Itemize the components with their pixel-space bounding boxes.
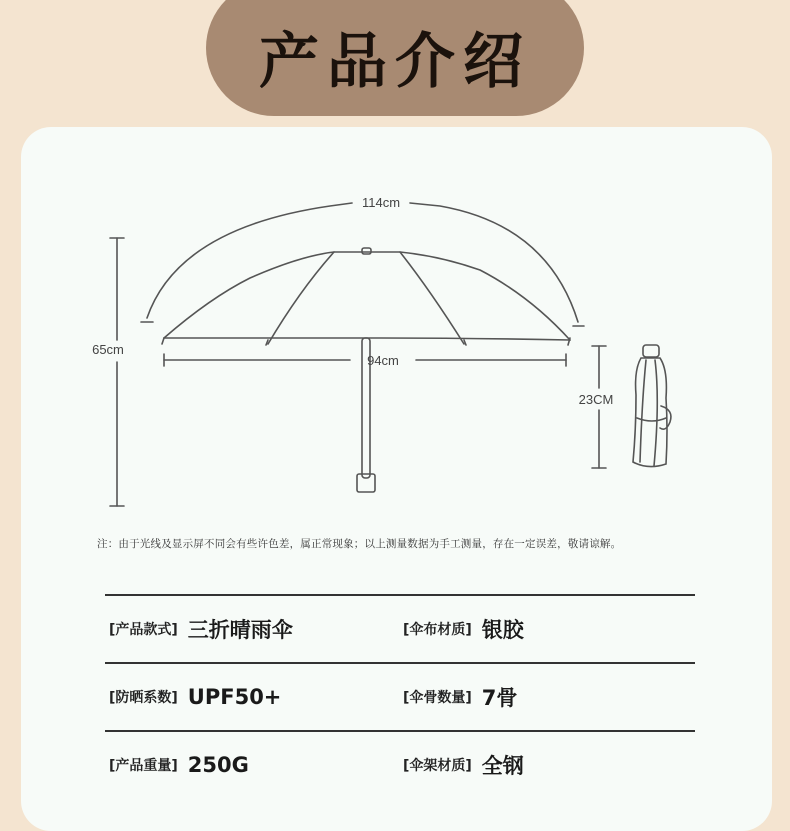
spec-label: [产品重量] bbox=[109, 758, 178, 774]
spec-row bbox=[105, 664, 695, 730]
width-label: 114cm bbox=[361, 195, 401, 210]
canopy-rib bbox=[268, 252, 334, 344]
spec-label: [产品款式] bbox=[109, 622, 178, 638]
canopy-rib bbox=[400, 252, 464, 344]
spec-value: UPF50+ bbox=[187, 685, 282, 709]
spec-label: [伞布材质] bbox=[403, 622, 472, 638]
height-label: 65cm bbox=[92, 342, 124, 357]
spec-label: [伞架材质] bbox=[403, 758, 472, 774]
spec-value: 250G bbox=[187, 753, 249, 777]
spec-value: 7骨 bbox=[481, 686, 518, 710]
umbrella-handle bbox=[357, 474, 375, 492]
spec-value: 全钢 bbox=[481, 754, 524, 778]
span-label: 94cm bbox=[367, 353, 399, 368]
spec-label: [防晒系数] bbox=[109, 690, 178, 706]
spec-table bbox=[105, 594, 695, 798]
disclaimer-note: 注：由于光线及显示屏不同会有些许色差，属正常现象；以上测量数据为手工测量，存在一定误差，敬请谅解。 bbox=[97, 538, 622, 550]
width-arc-left bbox=[147, 203, 352, 318]
spec-value: 三折晴雨伞 bbox=[187, 618, 293, 642]
canopy-outline bbox=[164, 252, 570, 340]
spec-label: [伞骨数量] bbox=[403, 690, 472, 706]
folded-length-label: 23CM bbox=[578, 392, 614, 407]
spec-row bbox=[105, 596, 695, 662]
width-arc-right bbox=[410, 203, 578, 322]
page-title: 产品介绍 bbox=[259, 27, 531, 97]
spec-row bbox=[105, 732, 695, 798]
folded-umbrella bbox=[633, 345, 671, 467]
spec-value: 银胶 bbox=[481, 618, 524, 642]
